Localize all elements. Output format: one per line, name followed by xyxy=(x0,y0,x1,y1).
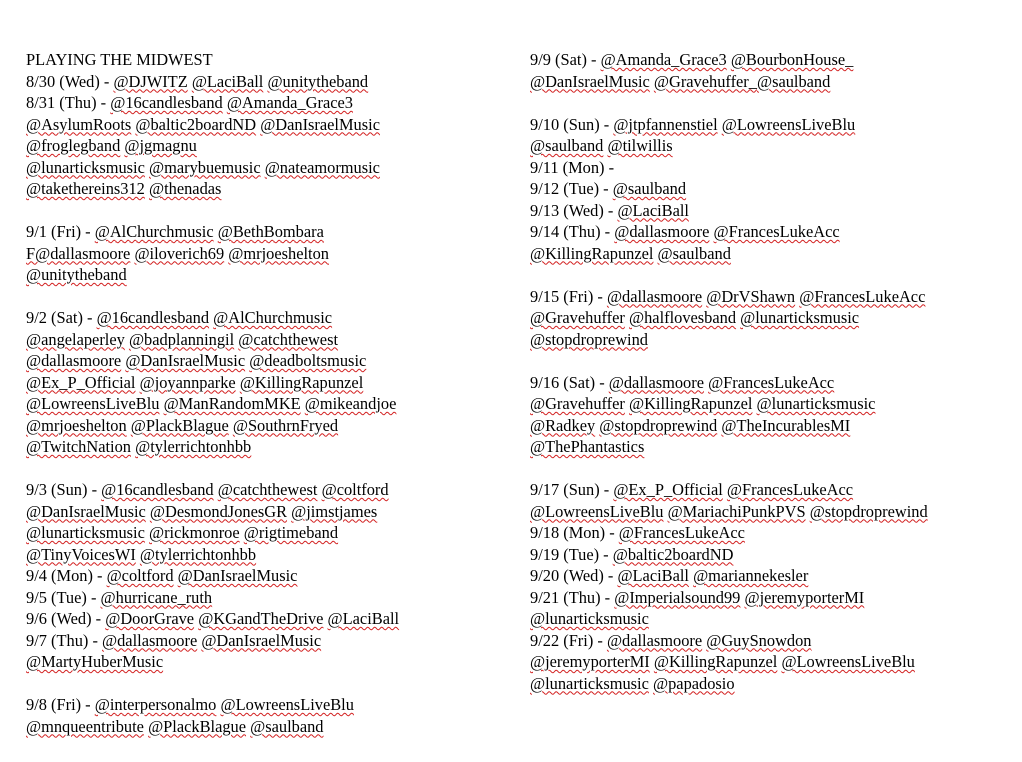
spellcheck-flagged-word: @ThePhantastics xyxy=(530,437,645,456)
spellcheck-flagged-word: @DesmondJonesGR xyxy=(149,501,288,521)
text-line xyxy=(530,608,1010,630)
text-line xyxy=(530,501,1010,523)
spellcheck-flagged-word: @dallasmoore xyxy=(608,372,704,392)
text-line: 9/7 (Thu) - @dallasmoore @DanIsraelMusic xyxy=(26,630,322,650)
spellcheck-flagged-word: @ManRandomMKE xyxy=(163,394,301,413)
spellcheck-flagged-word: @LaciBall xyxy=(191,71,264,91)
spellcheck-flagged-word: @saulband xyxy=(612,179,687,198)
spellcheck-flagged-word: @Amanda_Grace3 xyxy=(226,93,353,112)
text-line: 9/8 (Fri) - @interpersonalmo @LowreensLiveBlu xyxy=(26,695,354,714)
text-line xyxy=(530,329,1010,351)
spellcheck-flagged-word: @mnqueentribute xyxy=(26,716,144,736)
spellcheck-flagged-word: @DanIsraelMusic xyxy=(177,566,298,585)
spellcheck-flagged-word: @mikeandjoe xyxy=(304,394,397,413)
text-line: 9/14 (Thu) - @dallasmoore @FrancesLukeAcc xyxy=(530,222,840,241)
spellcheck-flagged-word: @AlChurchmusic xyxy=(94,222,214,241)
spellcheck-flagged-word: @jtpfannenstiel xyxy=(613,114,718,134)
spellcheck-flagged-word: @DanIsraelMusic xyxy=(125,351,246,370)
spellcheck-flagged-word: @mrjoeshelton xyxy=(26,415,127,435)
spellcheck-flagged-word: @Imperialsound99 xyxy=(614,587,741,607)
spellcheck-flagged-word: @dallasmoore xyxy=(614,222,710,241)
spellcheck-flagged-word: F@dallasmoore xyxy=(26,243,131,263)
spellcheck-flagged-word: @16candlesband xyxy=(96,308,210,327)
text-line: 9/11 (Mon) - xyxy=(530,157,615,177)
text-line: 9/22 (Fri) - @dallasmoore @GuySnowdon xyxy=(530,630,812,650)
blank-line xyxy=(26,458,506,480)
text-line xyxy=(26,372,506,394)
spellcheck-flagged-word: @LaciBall xyxy=(327,609,400,628)
spellcheck-flagged-word: @hurricane_ruth xyxy=(100,587,213,607)
text-line: 9/10 (Sun) - @jtpfannenstiel @LowreensLiveBlu xyxy=(530,114,856,134)
spellcheck-flagged-word: @mrjoeshelton xyxy=(228,243,329,263)
spellcheck-flagged-word: @MariachiPunkPVS xyxy=(667,501,806,521)
spellcheck-flagged-word: @FrancesLukeAcc xyxy=(618,523,745,542)
spellcheck-flagged-word: @lunarticksmusic xyxy=(530,673,649,693)
left-column xyxy=(26,49,506,737)
spellcheck-flagged-word: @FrancesLukeAcc xyxy=(708,372,835,392)
spellcheck-flagged-word: @saulband xyxy=(250,716,324,736)
spellcheck-flagged-word: @TheIncurablesMI xyxy=(721,415,851,435)
blank-line xyxy=(530,458,1010,480)
spellcheck-flagged-word: @stopdroprewind xyxy=(809,501,928,521)
text-line xyxy=(26,393,506,415)
spellcheck-flagged-word: @lunarticksmusic xyxy=(740,308,860,327)
spellcheck-flagged-word: @joyannparke xyxy=(139,372,236,392)
spellcheck-flagged-word: @dallasmoore xyxy=(606,286,703,306)
spellcheck-flagged-word: @GuySnowdon xyxy=(706,630,812,650)
spellcheck-flagged-word: @DoorGrave xyxy=(105,609,195,628)
spellcheck-flagged-word: @Gravehuffer xyxy=(530,308,625,327)
spellcheck-flagged-word: @angelaperley xyxy=(26,329,125,349)
text-line xyxy=(530,307,1010,329)
spellcheck-flagged-word: @saulband xyxy=(530,136,604,155)
text-line: 9/16 (Sat) - @dallasmoore @FrancesLukeAcc xyxy=(530,372,835,392)
spellcheck-flagged-word: @Gravehuffer xyxy=(530,394,625,413)
text-line xyxy=(26,157,506,179)
spellcheck-flagged-word: @SouthrnFryed xyxy=(232,415,339,435)
text-line: 9/18 (Mon) - @FrancesLukeAcc xyxy=(530,523,745,542)
spellcheck-flagged-word: @MartyHuberMusic xyxy=(26,652,164,671)
text-line: 9/19 (Tue) - @baltic2boardND xyxy=(530,544,734,564)
spellcheck-flagged-word: @LaciBall xyxy=(617,200,689,220)
spellcheck-flagged-word: @Ex_P_Official xyxy=(26,372,136,392)
spellcheck-flagged-word: @lunarticksmusic xyxy=(530,609,649,628)
text-line: 9/21 (Thu) - @Imperialsound99 @jeremyporterMI xyxy=(530,587,865,607)
text-line: 9/1 (Fri) - @AlChurchmusic @BethBombara xyxy=(26,222,324,241)
spellcheck-flagged-word: @jeremyporterMI xyxy=(744,587,865,607)
text-line xyxy=(26,350,506,372)
spellcheck-flagged-word: @tylerrichtonhbb xyxy=(135,437,252,456)
spellcheck-flagged-word: @LowreensLiveBlu xyxy=(530,501,664,521)
text-line: 9/17 (Sun) - @Ex_P_Official @FrancesLukeAcc xyxy=(530,480,854,499)
text-line xyxy=(530,651,1010,673)
spellcheck-flagged-word: @tylerrichtonhbb xyxy=(139,544,257,564)
spellcheck-flagged-word: @KillingRapunzel xyxy=(629,394,753,413)
text-line xyxy=(26,243,506,265)
spellcheck-flagged-word: @LowreensLiveBlu xyxy=(721,114,856,134)
spellcheck-flagged-word: @saulband xyxy=(756,71,831,91)
spellcheck-flagged-word: @iloverich69 xyxy=(134,243,225,263)
spellcheck-flagged-word: @DanIsraelMusic xyxy=(26,501,146,521)
spellcheck-flagged-word: @KGandTheDrive xyxy=(198,609,324,628)
text-line xyxy=(530,135,1010,157)
text-line xyxy=(530,673,1010,695)
spellcheck-flagged-word: @catchthewest xyxy=(217,480,318,499)
spellcheck-flagged-word: @LaciBall xyxy=(617,566,689,585)
spellcheck-flagged-word: @TwitchNation xyxy=(26,437,131,456)
spellcheck-flagged-word: @jgmagnu xyxy=(124,136,197,155)
text-line xyxy=(530,243,1010,265)
text-line: PLAYING THE MIDWEST xyxy=(26,50,213,69)
spellcheck-flagged-word: @rickmonroe xyxy=(149,523,240,542)
spellcheck-flagged-word: @lunarticksmusic xyxy=(756,394,876,413)
text-line: 9/3 (Sun) - @16candlesband @catchthewest @coltford xyxy=(26,480,389,499)
text-line xyxy=(26,135,506,157)
spellcheck-flagged-word: @FrancesLukeAcc xyxy=(799,286,926,306)
spellcheck-flagged-word: @jeremyporterMI xyxy=(530,652,650,671)
spellcheck-flagged-word: @KillingRapunzel xyxy=(530,243,654,263)
spellcheck-flagged-word: @catchthewest xyxy=(238,329,339,349)
blank-line xyxy=(530,350,1010,372)
text-line: 9/2 (Sat) - @16candlesband @AlChurchmusic xyxy=(26,308,333,327)
blank-line xyxy=(26,286,506,308)
text-line: 9/15 (Fri) - @dallasmoore @DrVShawn @FrancesLukeAcc xyxy=(530,286,926,306)
spellcheck-flagged-word: @Amanda_Grace3 xyxy=(600,50,727,69)
spellcheck-flagged-word: @mariannekesler xyxy=(693,566,809,585)
spellcheck-flagged-word: @LowreensLiveBlu xyxy=(26,394,160,413)
spellcheck-flagged-word: @dallasmoore xyxy=(26,351,122,370)
spellcheck-flagged-word: @baltic2boardND xyxy=(612,544,734,564)
spellcheck-flagged-word: @dallasmoore xyxy=(102,630,198,650)
spellcheck-flagged-word: @dallasmoore xyxy=(606,630,703,650)
text-line xyxy=(26,178,506,200)
spellcheck-flagged-word: @papadosio xyxy=(653,673,735,693)
text-line xyxy=(530,436,1010,458)
spellcheck-flagged-word: @DrVShawn xyxy=(706,286,796,306)
spellcheck-flagged-word: @halflovesband xyxy=(629,308,737,327)
spellcheck-flagged-word: @lunarticksmusic xyxy=(26,157,145,177)
spellcheck-flagged-word: @BourbonHouse_ xyxy=(730,50,854,69)
spellcheck-flagged-word: @BethBombara xyxy=(217,222,324,241)
spellcheck-flagged-word: @coltford xyxy=(321,480,389,499)
text-line xyxy=(530,393,1010,415)
spellcheck-flagged-word: @FrancesLukeAcc xyxy=(713,222,840,241)
blank-line xyxy=(26,673,506,695)
blank-line xyxy=(530,264,1010,286)
spellcheck-flagged-word: @jimstjames xyxy=(291,501,378,521)
spellcheck-flagged-word: @AsylumRoots xyxy=(26,114,132,134)
text-line xyxy=(26,436,506,458)
spellcheck-flagged-word: @DanIsraelMusic xyxy=(260,114,380,134)
text-line xyxy=(26,114,506,136)
spellcheck-flagged-word: @Radkey xyxy=(530,415,596,435)
spellcheck-flagged-word: @lunarticksmusic xyxy=(26,523,145,542)
text-line: 9/20 (Wed) - @LaciBall @mariannekesler xyxy=(530,566,809,585)
spellcheck-flagged-word: @PlackBlague xyxy=(130,415,229,435)
spellcheck-flagged-word: @froglegband xyxy=(26,136,121,155)
spellcheck-flagged-word: @thenadas xyxy=(148,179,222,198)
spellcheck-flagged-word: @badplanningil xyxy=(128,329,235,349)
spellcheck-flagged-word: @TinyVoicesWI xyxy=(26,544,136,564)
right-column xyxy=(530,49,1010,694)
spellcheck-flagged-word: @coltford xyxy=(106,566,174,585)
spellcheck-flagged-word: @16candlesband xyxy=(110,93,223,112)
spellcheck-flagged-word: @Ex_P_Official xyxy=(613,480,723,499)
spellcheck-flagged-word: @AlChurchmusic xyxy=(213,308,333,327)
text-line: 9/13 (Wed) - @LaciBall xyxy=(530,200,689,220)
text-line xyxy=(26,522,506,544)
spellcheck-flagged-word: @KillingRapunzel xyxy=(653,652,778,671)
blank-line xyxy=(26,200,506,222)
spellcheck-flagged-word: @FrancesLukeAcc xyxy=(726,480,854,499)
text-line: 9/6 (Wed) - @DoorGrave @KGandTheDrive @LaciBall xyxy=(26,609,400,628)
text-line xyxy=(26,544,506,566)
spellcheck-flagged-word: @KillingRapunzel xyxy=(239,372,364,392)
text-line xyxy=(26,329,506,351)
text-line: 9/9 (Sat) - @Amanda_Grace3 @BourbonHouse_ xyxy=(530,50,854,69)
spellcheck-flagged-word: @nateamormusic xyxy=(264,157,380,177)
text-line: 9/4 (Mon) - @coltford @DanIsraelMusic xyxy=(26,566,298,585)
spellcheck-flagged-word: @unitytheband xyxy=(267,71,369,91)
spellcheck-flagged-word: @stopdroprewind xyxy=(599,415,718,435)
spellcheck-flagged-word: @deadboltsmusic xyxy=(249,351,367,370)
spellcheck-flagged-word: @baltic2boardND xyxy=(135,114,257,134)
text-line xyxy=(26,501,506,523)
spellcheck-flagged-word: @tilwillis xyxy=(607,136,673,155)
blank-line xyxy=(530,92,1010,114)
text-line xyxy=(26,651,506,673)
spellcheck-flagged-word: @DanIsraelMusic xyxy=(530,71,650,91)
spellcheck-flagged-word: @unitytheband xyxy=(26,265,127,284)
spellcheck-flagged-word: @LowreensLiveBlu xyxy=(781,652,915,671)
text-line xyxy=(530,71,1010,93)
text-line xyxy=(530,415,1010,437)
text-line: 9/12 (Tue) - @saulband xyxy=(530,179,687,198)
spellcheck-flagged-word: @16candlesband xyxy=(101,480,214,499)
spellcheck-flagged-word: @takethereins312 xyxy=(26,179,145,198)
text-line: 8/30 (Wed) - @DJWITZ @LaciBall @unitytheband xyxy=(26,71,369,91)
spellcheck-flagged-word: @LowreensLiveBlu xyxy=(220,695,354,714)
spellcheck-flagged-word: @Gravehuffer_ xyxy=(653,71,757,91)
spellcheck-flagged-word: @interpersonalmo xyxy=(94,695,217,714)
spellcheck-flagged-word: @saulband xyxy=(657,243,731,263)
text-line xyxy=(26,264,506,286)
text-line: 9/5 (Tue) - @hurricane_ruth xyxy=(26,587,213,607)
text-line: 8/31 (Thu) - @16candlesband @Amanda_Grace3 xyxy=(26,93,353,112)
spellcheck-flagged-word: @marybuemusic xyxy=(149,157,261,177)
spellcheck-flagged-word: @rigtimeband xyxy=(243,523,339,542)
spellcheck-flagged-word: @DJWITZ xyxy=(113,71,188,91)
text-line xyxy=(26,415,506,437)
text-line xyxy=(26,716,506,738)
spellcheck-flagged-word: @PlackBlague xyxy=(148,716,247,736)
spellcheck-flagged-word: @stopdroprewind xyxy=(530,329,648,349)
spellcheck-flagged-word: @DanIsraelMusic xyxy=(201,630,322,650)
